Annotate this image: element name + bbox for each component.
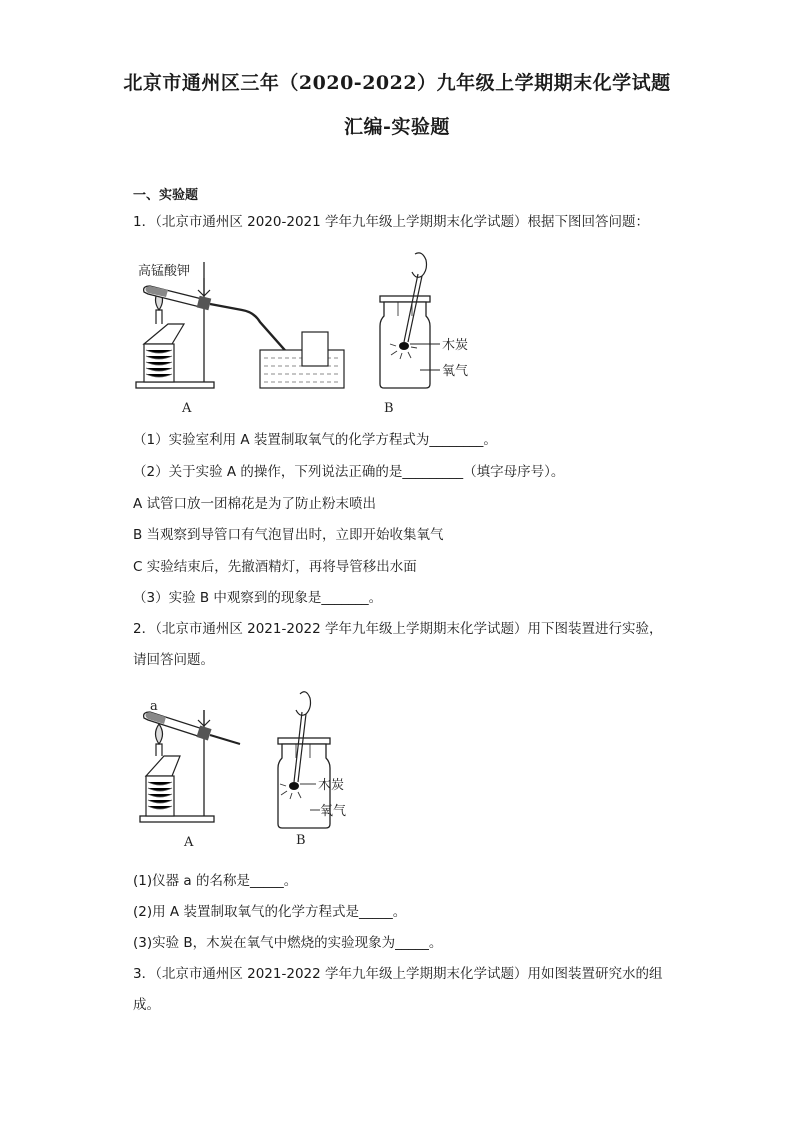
q2-label-a: a: [150, 699, 158, 714]
q1-caption-a: A: [182, 401, 192, 416]
q2-stem-line-1: 2．（北京市通州区 2021-2022 学年九年级上学期期末化学试题）用下图装置进行实验，: [133, 621, 663, 637]
q1-gas-jar: [380, 296, 430, 388]
q1-figure: [134, 246, 474, 421]
q1-caption-b: B: [384, 401, 394, 416]
q2-sub2: (2)用 A 装置制取氧气的化学方程式是_____。: [133, 904, 407, 920]
q1-apparatus-diagram: [134, 246, 474, 421]
q2-label-oxygen: 氧气: [320, 804, 347, 819]
q2-label-charcoal: 木炭: [318, 778, 345, 793]
q1-option-c: C 实验结束后，先撤酒精灯，再将导管移出水面: [133, 559, 417, 575]
q1-label-oxygen: 氧气: [442, 364, 469, 379]
q2-sub3: (3)实验 B，木炭在氧气中燃烧的实验现象为_____。: [133, 935, 443, 951]
q2-apparatus-diagram: [134, 684, 394, 854]
q1-alcohol-lamp: [144, 290, 184, 382]
q2-alcohol-lamp: [146, 724, 180, 816]
q1-label-charcoal: 木炭: [442, 338, 469, 353]
document-title-line-1: 北京市通州区三年（2020-2022）九年级上学期期末化学试题: [123, 72, 671, 94]
q2-caption-b: B: [296, 833, 306, 848]
document-title-line-2: 汇编-实验题: [344, 116, 450, 138]
q2-stem-line-2: 请回答问题。: [133, 652, 214, 668]
section-heading: 一、实验题: [133, 188, 199, 203]
q2-sub1: (1)仪器 a 的名称是_____。: [133, 873, 298, 889]
q1-option-b: B 当观察到导管口有气泡冒出时，立即开始收集氧气: [133, 527, 444, 543]
q3-stem-line-1: 3．（北京市通州区 2021-2022 学年九年级上学期期末化学试题）用如图装置研究水的组: [133, 966, 663, 982]
q1-sub1: （1）实验室利用 A 装置制取氧气的化学方程式为________。: [133, 432, 497, 448]
q1-water-trough: [260, 332, 344, 388]
q1-label-reagent: 高锰酸钾: [138, 264, 191, 279]
q2-figure: [134, 684, 394, 854]
q1-option-a: A 试管口放一团棉花是为了防止粉末喷出: [133, 496, 377, 512]
q1-stem: 1．（北京市通州区 2020-2021 学年九年级上学期期末化学试题）根据下图回答问题：: [133, 214, 650, 230]
q1-sub3: （3）实验 B 中观察到的现象是_______。: [133, 590, 383, 606]
q3-stem-line-2: 成。: [133, 997, 160, 1013]
q2-caption-a: A: [184, 835, 194, 850]
q1-test-tube: [144, 278, 212, 310]
q1-sub2: （2）关于实验 A 的操作，下列说法正确的是_________（填字母序号）。: [133, 464, 565, 480]
